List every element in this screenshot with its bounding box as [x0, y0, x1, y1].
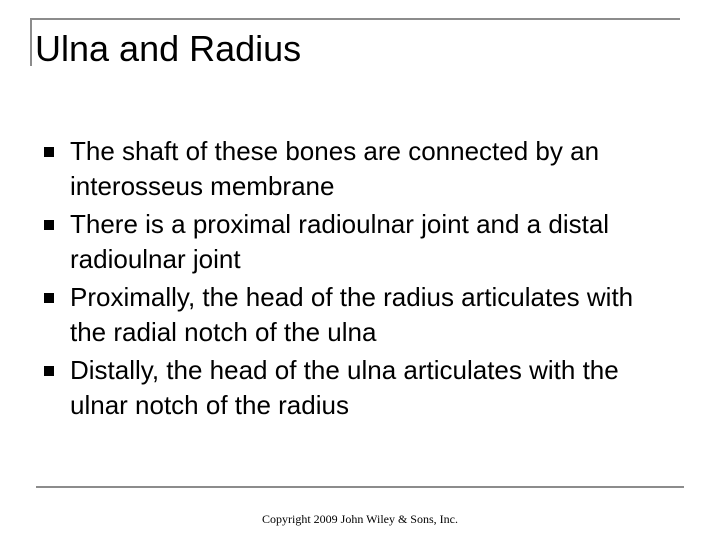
- bullet-text: There is a proximal radioulnar joint and a distal radioulnar joint: [70, 209, 610, 274]
- bullet-list: [44, 134, 684, 426]
- bullet-item: [44, 280, 684, 350]
- slide-title: Ulna and Radius: [35, 28, 302, 69]
- square-bullet-icon: [44, 220, 54, 230]
- bullet-item: [44, 207, 684, 277]
- title-frame-top-rule: [30, 18, 680, 20]
- square-bullet-icon: [44, 147, 54, 157]
- title-frame-left-rule: [30, 18, 32, 66]
- bullet-text: Distally, the head of the ulna articulates with the ulnar notch of the radius: [70, 355, 619, 420]
- square-bullet-icon: [44, 293, 54, 303]
- bullet-item: [44, 134, 684, 204]
- copyright-notice: Copyright 2009 John Wiley & Sons, Inc.: [262, 512, 458, 526]
- square-bullet-icon: [44, 366, 54, 376]
- bullet-text: The shaft of these bones are connected by an interosseus membrane: [70, 136, 600, 201]
- footer-divider: [36, 486, 684, 488]
- bullet-text: Proximally, the head of the radius articulates with the radial notch of the ulna: [70, 282, 634, 347]
- bullet-item: [44, 353, 684, 423]
